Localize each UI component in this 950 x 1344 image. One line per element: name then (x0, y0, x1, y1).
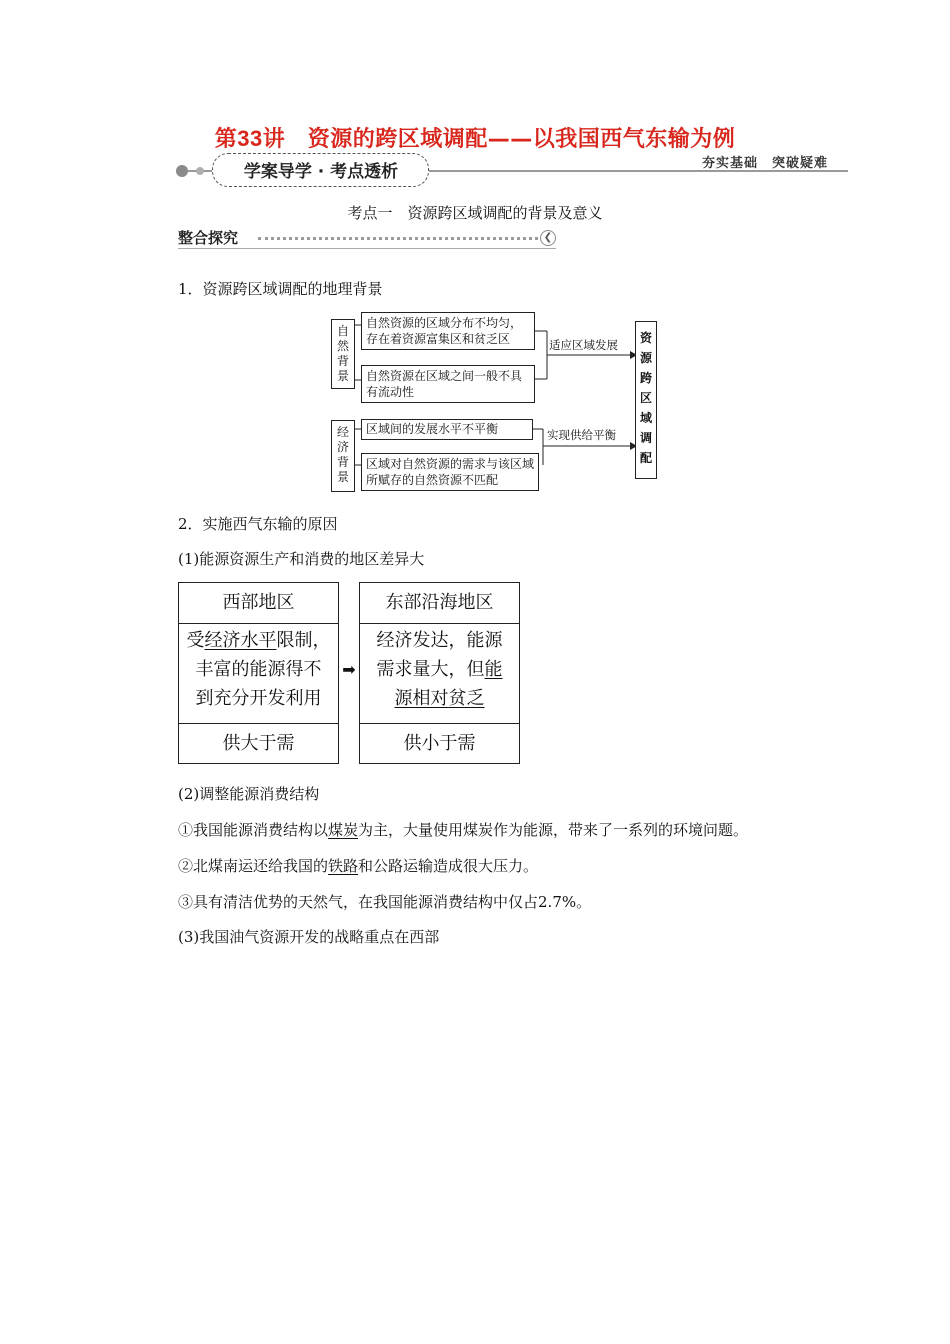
banner-small-dot-icon (196, 167, 204, 175)
west-footer: 供大于需 (222, 733, 295, 754)
economic-background-label: 经济背景 (331, 420, 355, 492)
natural-item-2: 自然资源在区域之间一般不具有流动性 (361, 365, 535, 403)
zhenghe-dotted-line (258, 237, 538, 240)
list-item: ③具有清洁优势的天然气，在我国能源消费结构中仅占2.7%。 (178, 893, 592, 911)
right-arrow-icon: ➡ (342, 660, 356, 679)
section-subtitle: 考点一 资源跨区域调配的背景及意义 (347, 204, 603, 222)
title-suffix: 讲 资源的跨区域调配——以我国西气东输为例 (262, 127, 736, 152)
economic-result-label: 实现供给平衡 (547, 428, 616, 442)
natural-background-label: 自然背景 (331, 319, 355, 389)
natural-result-label: 适应区域发展 (549, 338, 618, 352)
section2-heading: 2．实施西气东输的原因 (178, 515, 338, 533)
section2-sub1: (1)能源资源生产和消费的地区差异大 (178, 550, 425, 568)
banner-label: 学案导学 · 考点透析 (243, 162, 399, 182)
chevron-left-icon: ❮ (540, 230, 556, 246)
section1-heading: 1．资源跨区域调配的地理背景 (178, 280, 383, 298)
list-item: ①我国能源消费结构以煤炭为主，大量使用煤炭作为能源，带来了一系列的环境问题。 (178, 821, 749, 839)
section2-sub2: (2)调整能源消费结构 (178, 785, 320, 803)
banner-dot-icon (176, 165, 188, 177)
title-number: 33 (237, 126, 263, 151)
banner-slogan: 夯实基础 突破疑难 (702, 156, 829, 171)
west-header: 西部地区 (179, 583, 338, 624)
economic-item-2: 区域对自然资源的需求与该区域所赋存的自然资源不匹配 (361, 453, 539, 491)
page-title (0, 122, 950, 153)
title-prefix: 第 (214, 127, 238, 152)
list-item: ②北煤南运还给我国的铁路和公路运输造成很大压力。 (178, 857, 539, 875)
east-footer: 供小于需 (403, 733, 476, 754)
east-header: 东部沿海地区 (360, 583, 519, 624)
natural-item-1: 自然资源的区域分布不均匀，存在着资源富集区和贫乏区 (361, 312, 535, 350)
target-box: 资源跨区域调配 (635, 321, 657, 479)
east-body: 经济发达，能源 需求量大，但能 源相对贫乏 (360, 624, 519, 724)
zhenghe-underline (178, 248, 556, 249)
economic-item-1: 区域间的发展水平不平衡 (361, 419, 533, 440)
west-region-box (178, 582, 339, 764)
east-region-box (359, 582, 520, 764)
west-body: 受经济水平限制， 丰富的能源得不 到充分开发利用 (179, 624, 338, 724)
section2-sub3: (3)我国油气资源开发的战略重点在西部 (178, 928, 440, 946)
background-diagram (325, 305, 660, 495)
zhenghe-heading: 整合探究 (178, 229, 239, 247)
